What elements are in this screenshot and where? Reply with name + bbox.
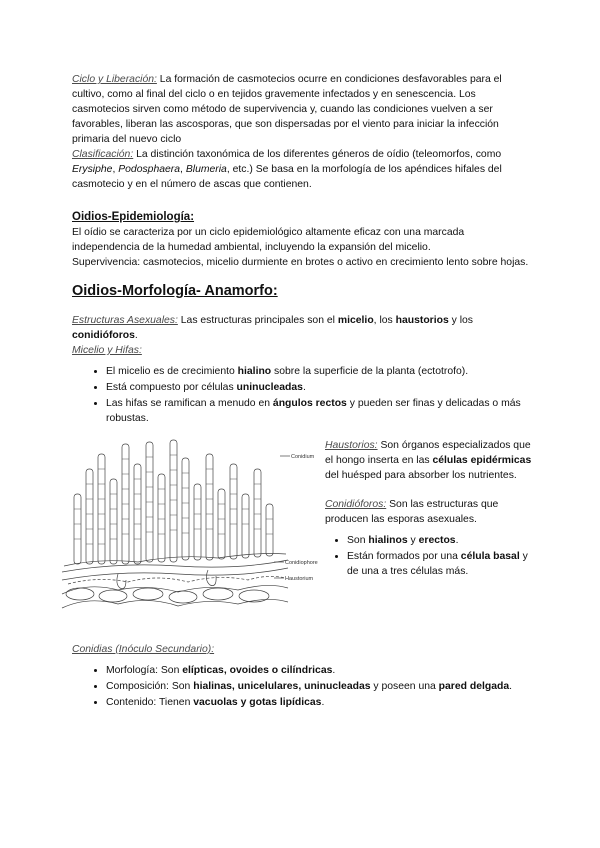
haustorios-paragraph bbox=[325, 438, 532, 483]
list-item bbox=[347, 549, 532, 579]
conidioforos-list bbox=[325, 533, 532, 579]
genus-erysiphe: Erysiphe bbox=[72, 164, 113, 175]
item-text: y poseen una bbox=[370, 681, 439, 692]
ciclo-label: Ciclo y Liberación: bbox=[72, 74, 157, 85]
haustorios-text-a: Son órganos especializados que el hongo inserta en las bbox=[325, 440, 531, 466]
item-text: Morfología: Son bbox=[106, 665, 183, 676]
clasificacion-text-b: , etc.) Se basa en la morfología de los apéndices hifales del casmotecio y en el número de ascas que contienen. bbox=[72, 164, 502, 190]
label-conidium: Conidium bbox=[291, 454, 315, 460]
item-text: y de una a tres células más. bbox=[347, 551, 528, 577]
term-conidioforos: conidióforos bbox=[72, 330, 135, 341]
estructuras-text-d: . bbox=[134, 330, 138, 341]
item-text: Están formados por una bbox=[347, 551, 461, 562]
conidias-label: Conidias (Inóculo Secundario): bbox=[72, 644, 215, 655]
list-item bbox=[106, 364, 532, 379]
list-item bbox=[106, 695, 532, 710]
conidias-heading bbox=[72, 642, 532, 657]
document-page bbox=[72, 72, 532, 711]
list-item bbox=[106, 380, 532, 395]
item-bold: hialinas, unicelulares, uninucleadas bbox=[193, 681, 371, 692]
item-text: El micelio es de crecimiento bbox=[106, 366, 238, 377]
item-text: . bbox=[302, 382, 306, 393]
item-text: y pueden ser finas y delicadas o más robustas. bbox=[106, 398, 521, 424]
haustorios-conidioforos-column bbox=[325, 438, 532, 580]
item-bold: uninucleadas bbox=[236, 382, 303, 393]
item-bold: vacuolas y gotas lipídicas bbox=[193, 697, 322, 708]
label-conidiophore: Conidiophore bbox=[285, 560, 318, 566]
powdery-mildew-diagram bbox=[58, 434, 320, 614]
morfologia-heading: Oidios-Morfología- Anamorfo: bbox=[72, 283, 278, 299]
item-bold: ángulos rectos bbox=[272, 398, 347, 409]
conidioforos-text: Son las estructuras que producen las esporas asexuales. bbox=[325, 499, 499, 525]
estructuras-label: Estructuras Asexuales: bbox=[72, 315, 178, 326]
figure-and-text bbox=[72, 434, 532, 622]
item-text: y bbox=[407, 535, 419, 546]
clasificacion-text-a: La distinción taxonómica de los diferentes géneros de oídio (teleomorfos, como bbox=[133, 149, 502, 160]
epidemiologia-p2: Supervivencia: casmotecios, micelio durmiente en brotes o activo en crecimiento lento sobre hojas. bbox=[72, 257, 529, 268]
clasificacion-sep1: , bbox=[112, 164, 119, 175]
term-haustorios: haustorios bbox=[395, 315, 449, 326]
clasificacion-label: Clasificación: bbox=[72, 149, 134, 160]
item-bold: pared delgada bbox=[438, 681, 510, 692]
item-bold: hialino bbox=[237, 366, 272, 377]
item-text: Está compuesto por células bbox=[106, 382, 237, 393]
epidemiologia-heading: Oidios-Epidemiología: bbox=[72, 211, 195, 223]
haustorios-text-c: del huésped para absorber los nutrientes. bbox=[325, 470, 517, 481]
micelio-list bbox=[72, 364, 532, 426]
clasificacion-paragraph bbox=[72, 147, 532, 192]
item-text: . bbox=[321, 697, 325, 708]
haustorios-label: Haustorios: bbox=[325, 440, 378, 451]
epidemiologia-p1: El oídio se caracteriza por un ciclo epidemiológico altamente eficaz con una marcada independencia de la humedad ambiental, incluyendo la expansión del micelio. bbox=[72, 227, 465, 253]
conidioforos-label: Conidióforos: bbox=[325, 499, 387, 510]
list-item bbox=[106, 679, 532, 694]
estructuras-paragraph bbox=[72, 313, 532, 343]
micelio-label: Micelio y Hifas: bbox=[72, 345, 142, 356]
item-text: Composición: Son bbox=[106, 681, 194, 692]
micelio-subheading bbox=[72, 343, 532, 358]
clasificacion-sep2: , bbox=[180, 164, 186, 175]
term-micelio: micelio bbox=[337, 315, 374, 326]
item-text: Las hifas se ramifican a menudo en bbox=[106, 398, 273, 409]
estructuras-text-a: Las estructuras principales son el bbox=[177, 315, 338, 326]
item-bold: elípticas, ovoides o cilíndricas bbox=[182, 665, 333, 676]
genus-blumeria: Blumeria bbox=[185, 164, 227, 175]
estructuras-text-b: , los bbox=[373, 315, 396, 326]
item-bold: erectos bbox=[418, 535, 456, 546]
item-text: . bbox=[332, 665, 336, 676]
list-item bbox=[347, 533, 532, 548]
item-bold: hialinos bbox=[368, 535, 408, 546]
item-text: . bbox=[509, 681, 513, 692]
ciclo-text: La formación de casmotecios ocurre en condiciones desfavorables para el cultivo, como al final del ciclo o en tejidos gravemente infectados y en senescencia. Los casmotecios sirven como método de supervivencia y, cuando las condiciones vuelven a ser favorables, liberan las ascosporas, que son dispersadas por el viento para iniciar la infección primaria del nuevo ciclo bbox=[72, 74, 502, 145]
estructuras-text-c: y los bbox=[448, 315, 474, 326]
label-haustorium: Haustorium bbox=[285, 576, 314, 582]
genus-podosphaera: Podosphaera bbox=[118, 164, 181, 175]
conidioforos-paragraph bbox=[325, 497, 532, 527]
item-text: . bbox=[455, 535, 459, 546]
list-item bbox=[106, 663, 532, 678]
haustorios-bold: células epidérmicas bbox=[432, 455, 532, 466]
list-item bbox=[106, 396, 532, 426]
item-text: sobre la superficie de la planta (ectotrofo). bbox=[271, 366, 469, 377]
item-text: Son bbox=[347, 535, 369, 546]
item-text: Contenido: Tienen bbox=[106, 697, 194, 708]
conidias-list bbox=[72, 663, 532, 710]
conidias-section bbox=[72, 642, 532, 710]
item-bold: célula basal bbox=[460, 551, 520, 562]
ciclo-paragraph bbox=[72, 72, 532, 147]
